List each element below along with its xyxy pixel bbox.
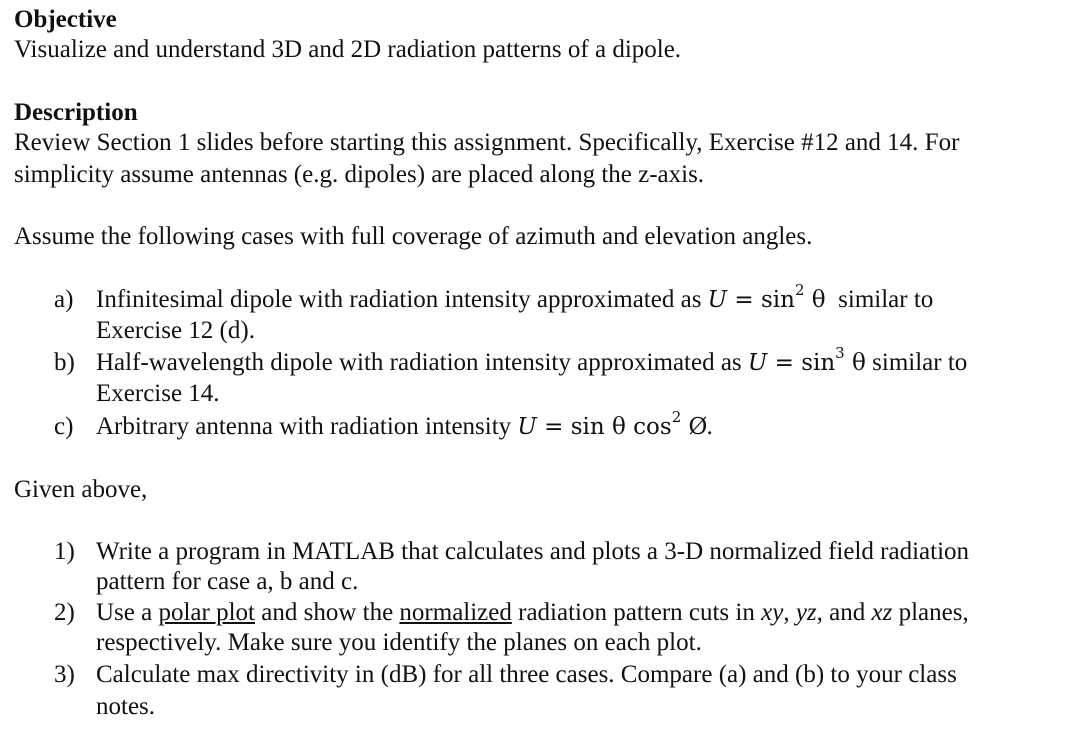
description-line-1: Review Section 1 slides before starting this assignment. Specifically, Exercise #12 and 14. For (14, 129, 960, 156)
case-text: Half-wavelength dipole with radiation intensity approximated as $U = \sin^3 \theta$ similar to (96, 344, 968, 376)
description-heading: Description (14, 99, 138, 126)
description-line-2: simplicity assume antennas (e.g. dipoles) are placed along the z-axis. (14, 161, 705, 188)
case-formula: U = sin θ $\cos^2$ Ø. (517, 408, 714, 440)
case-text: Arbitrary antenna with radiation intensity U = sin θ $\cos^2$ Ø. (96, 408, 714, 440)
given-text: Given above, (14, 476, 148, 503)
assume-text: Assume the following cases with full coverage of azimuth and elevation angles. (14, 223, 813, 250)
normalized-underlined: normalized (399, 599, 512, 626)
plane-xy: xy (761, 599, 784, 626)
case-formula: $U = \sin^2 \theta$ (707, 281, 826, 313)
plane-yz: yz (795, 599, 817, 626)
case-formula: $U = \sin^3 \theta$ (747, 344, 866, 376)
task-marker: 2) (54, 599, 75, 626)
case-marker: b) (54, 349, 75, 376)
plane-xz: xz (871, 599, 893, 626)
task-marker: 1) (54, 538, 75, 565)
objective-heading: Objective (14, 6, 117, 33)
case-marker: c) (54, 413, 74, 440)
task-marker: 3) (54, 661, 75, 688)
objective-text: Visualize and understand 3D and 2D radiation patterns of a dipole. (14, 36, 682, 63)
case-text: Infinitesimal dipole with radiation intensity approximated as $U = \sin^2 \theta$ similar to (96, 281, 934, 313)
case-marker: a) (54, 286, 74, 313)
polar-plot-underlined: polar plot (158, 599, 255, 626)
